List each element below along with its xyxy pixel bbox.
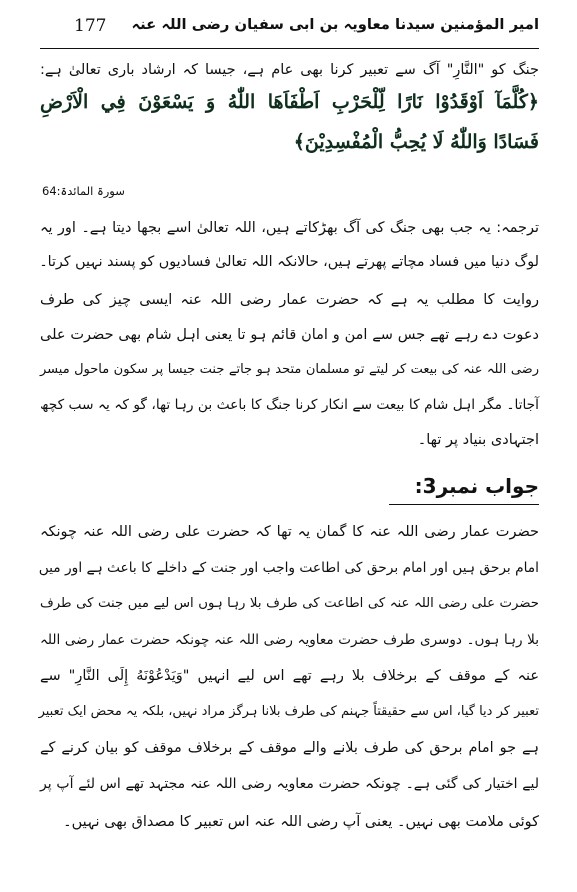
translation-line-2: لوگ دنیا میں فساد مچاتے پھرتے ہیں، حالانکہ اللہ تعالیٰ فسادیوں کو پسند نہیں کرتا۔: [39, 254, 539, 270]
page-header: [40, 14, 539, 46]
paragraph-1-line-1: روایت کا مطلب یہ ہے کہ حضرت عمار رضی اللہ عنہ ایسی چیز کی طرف: [40, 292, 539, 308]
paragraph-1-line-3: رضی اللہ عنہ کی بیعت کر لیتے تو مسلمان متحد ہو جاتے جنت جیسا پر سکون ماحول میسر: [40, 362, 539, 377]
paragraph-2-line-2: امام برحق ہیں اور امام برحق کی اطاعت واجب اور جنت کے داخلے کا باعث ہے اور میں: [38, 560, 539, 576]
running-title: امیر المؤمنین سیدنا معاویہ بن ابی سفیان رضی اللہ عنہ: [131, 16, 539, 33]
paragraph-1-line-4: آجاتا۔ مگر اہل شام کا بیعت سے انکار کرنا جنگ کا باعث بن رہا تھا، گو کہ یہ سب کچھ: [40, 397, 539, 413]
answer-heading: جواب نمبر3:: [414, 474, 539, 498]
paragraph-1-line-2: دعوت دے رہے تھے جس سے امن و امان قائم ہو تا یعنی اہل شام بھی حضرت علی: [40, 327, 539, 343]
heading-underline: [389, 504, 539, 505]
paragraph-2-line-1: حضرت عمار رضی اللہ عنہ کا گمان یہ تھا کہ حضرت علی رضی اللہ عنہ چونکہ: [40, 524, 539, 540]
quran-verse-line-1: ﴿كُلَّمَآ اَوْقَدُوْا نَارًا لِّلْحَرْبِ اَطْفَاَهَا اللّٰهُ وَ يَسْعَوْنَ فِي الْاَرْضِ: [40, 91, 539, 113]
translation-line-1: ترجمہ: یہ جب بھی جنگ کی آگ بھڑکاتے ہیں، اللہ تعالیٰ اسے بجھا دیتا ہے۔ اور یہ: [40, 220, 539, 236]
paragraph-2-line-6: تعبیر کر دیا گیا، اس سے حقیقتاً جہنم کی طرف بلانا ہرگز مراد نہیں، بلکہ یہ محض ایک تعبیر: [38, 704, 539, 719]
intro-line: جنگ کو "النَّارِ" آگ سے تعبیر کرنا بھی عام ہے، جیسا کہ ارشاد باری تعالیٰ ہے:: [40, 62, 539, 78]
paragraph-2-line-7: ہے جو امام برحق کی طرف بلانے والے موقف کے برخلاف موقف کو بیان کرنے کے: [40, 740, 539, 756]
paragraph-1-line-5: اجتہادی بنیاد پر تھا۔: [417, 432, 539, 448]
verse-reference: سورۃ المائدۃ:64: [42, 184, 125, 198]
header-divider: [40, 48, 539, 49]
paragraph-2-line-3: حضرت علی رضی اللہ عنہ کی اطاعت کی طرف بلا رہا ہوں اس لیے میں جنت کی طرف: [40, 596, 539, 611]
paragraph-2-line-4: بلا رہا ہوں۔ دوسری طرف حضرت معاویہ رضی اللہ عنہ چونکہ حضرت عمار رضی اللہ: [40, 632, 539, 648]
paragraph-2-line-9: کوئی ملامت بھی نہیں۔ یعنی آپ رضی اللہ عنہ اس تعبیر کا مصداق بھی نہیں۔: [63, 814, 539, 830]
quran-verse-line-2: فَسَادًا وَاللّٰهُ لَا يُحِبُّ الْمُفْسِدِيْنَ﴾: [293, 131, 539, 153]
paragraph-2-line-8: لیے اختیار کی گئی ہے۔ چونکہ حضرت معاویہ رضی اللہ عنہ مجتہد تھے اس لئے آپ پر: [40, 776, 539, 792]
paragraph-2-line-5: عنہ کے موقف کے برخلاف بلا رہے تھے اس لیے انہیں "وَيَدْعُوْنَهُ إِلَى النَّارِ" سے: [40, 668, 539, 684]
page-number: 177: [74, 16, 107, 36]
